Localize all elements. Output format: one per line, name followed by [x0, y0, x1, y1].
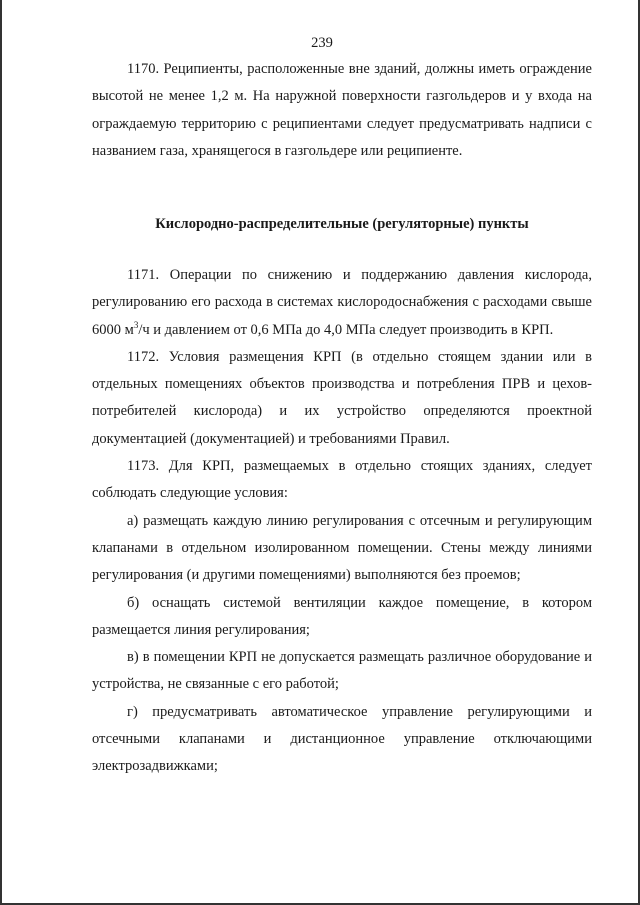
superscript-3: 3 [133, 319, 139, 330]
section-heading: Кислородно-распределительные (регуляторные) пункты [155, 216, 529, 232]
paragraph-1171 [92, 262, 592, 344]
list-item-a: а) размещать каждую линию регулирования с отсечным и регулирующим клапанами в отдельном изолированном помещении. Стены между линиями регулирования (и другими помещениями) выполняются без проемов; [92, 512, 592, 584]
list-item-g: г) предусматривать автоматическое управление регулирующими и отсечными клапанами и дистанционное управление отключающими электрозадвижками; [92, 703, 592, 775]
page-number: 239 [311, 35, 333, 51]
paragraph-1172: 1172. Условия размещения КРП (в отдельно стоящем здании или в отдельных помещениях объектов производства и потребления ПРВ и цехов-потребителей кислорода) и их устройство определяются проектной документацией (документацией) и требованиями Правил. [92, 348, 592, 447]
list-item-v: в) в помещении КРП не допускается размещать различное оборудование и устройства, не связанные с его работой; [92, 649, 592, 693]
paragraph-1171-text-after: /ч и давлением от 0,6 МПа до 4,0 МПа следует производить в КРП. [138, 321, 554, 338]
section-1170 [92, 56, 592, 165]
section-1171-1173 [92, 262, 592, 781]
paragraph-1171-text-before: 1171. Операции по снижению и поддержанию давления кислорода, регулированию его расхода в системах кислородоснабжения с расходами свыше 6000 м [92, 267, 592, 338]
paragraph-1170: 1170. Реципиенты, расположенные вне зданий, должны иметь ограждение высотой не менее 1,2 м. На наружной поверхности газгольдеров и у входа на ограждаемую территорию с реципиентами следует предусматривать надписи с названием газа, хранящегося в газгольдере или реципиенте. [92, 61, 592, 159]
list-item-b: б) оснащать системой вентиляции каждое помещение, в котором размещается линия регулирования; [92, 594, 592, 638]
paragraph-1173: 1173. Для КРП, размещаемых в отдельно стоящих зданиях, следует соблюдать следующие условия: [92, 458, 592, 502]
